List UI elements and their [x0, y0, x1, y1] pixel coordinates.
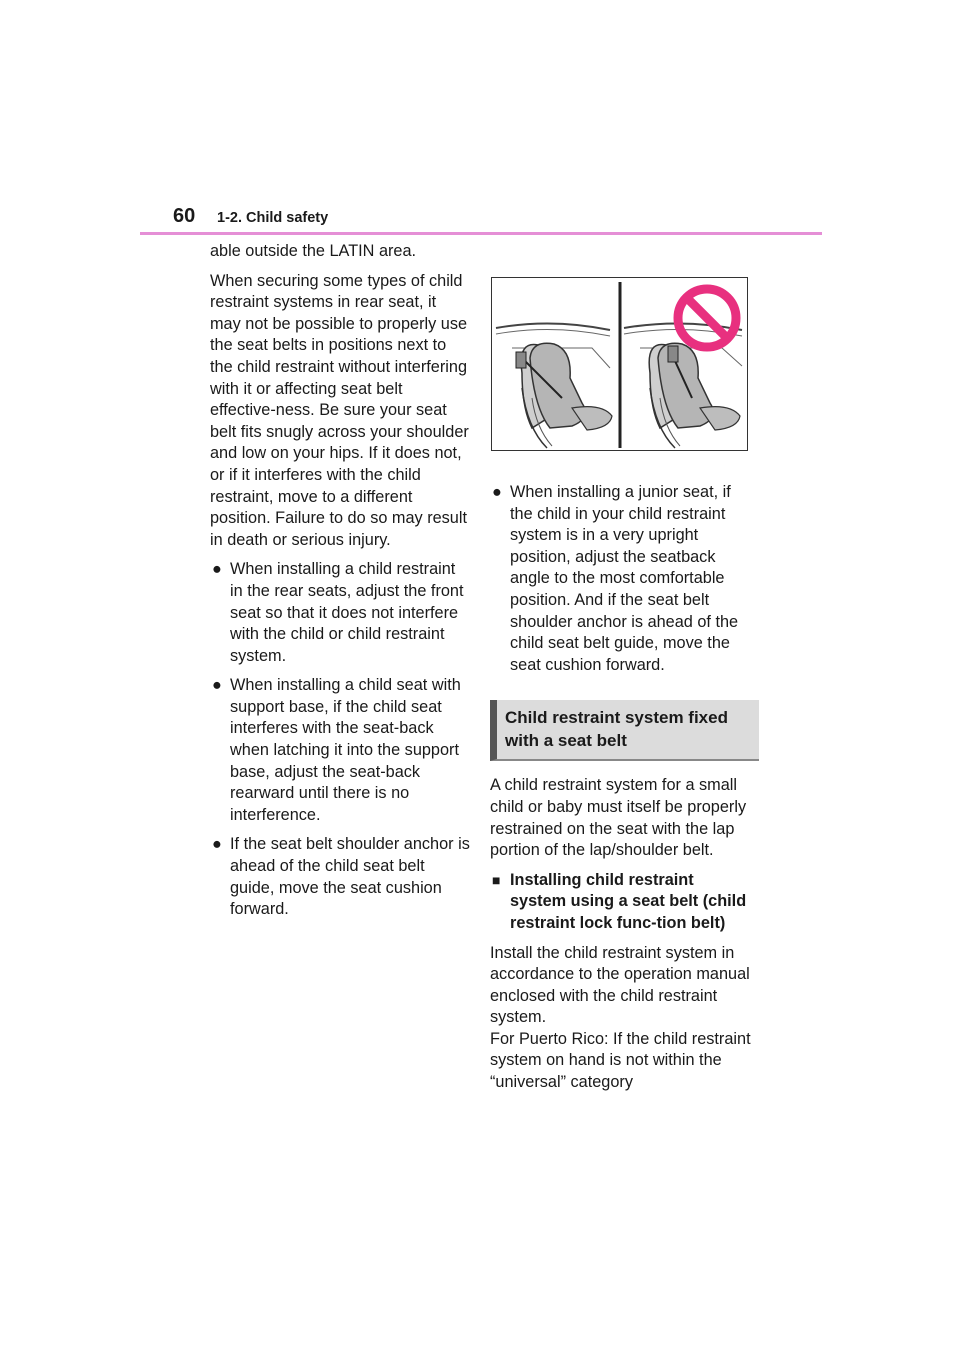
prohibition-icon — [678, 289, 736, 347]
paragraph: When securing some types of child restraint systems in rear seat, it may not be possible to properly use the seat belts in positions next to the child restraint without interfering with it or affecting seat belt effective-ness. Be sure your seat belt fits snugly across your shoulder and low on your hips. If it does not, or if it interferes with the child restraint, move to a different position. Failure to do so may result in death or serious injury. — [210, 271, 469, 549]
left-column — [210, 241, 470, 929]
paragraph: For Puerto Rico: If the child restraint system on hand is not within the “universal” category — [490, 1029, 751, 1092]
bullet-text: If the seat belt shoulder anchor is ahead of the child seat belt guide, move the seat cushion forward. — [230, 835, 470, 919]
header-rule — [140, 232, 822, 235]
child-seat-drawing — [492, 278, 747, 450]
bullet-item — [210, 675, 470, 826]
bullet-item — [210, 834, 470, 920]
right-column — [490, 482, 752, 1102]
bullet-text: When installing a child seat with support base, if the child seat interferes with the seat-back when latching it into the support base, adjust the seat-back rearward until there is no interference. — [230, 676, 461, 824]
bullet-text: When installing a junior seat, if the child in your child restraint system is in a very upright position, adjust the seatback angle to the most comfortable position. And if the seat belt shoulder anchor is ahead of the child seat belt guide, move the seat cushion forward. — [510, 483, 739, 674]
bullet-icon: ● — [212, 560, 222, 579]
bullet-icon: ● — [212, 676, 222, 695]
paragraph: A child restraint system for a small child or baby must itself be properly restrained on the seat with the lap portion of the lap/shoulder belt. — [490, 776, 747, 860]
child-seat-illustration — [491, 277, 748, 451]
subheading — [490, 870, 752, 935]
bullet-item — [490, 482, 752, 676]
section-title: 1-2. Child safety — [217, 210, 329, 226]
square-bullet-icon: ■ — [492, 871, 501, 888]
bullet-item — [210, 559, 470, 667]
bullet-icon: ● — [212, 835, 222, 854]
section-heading: Child restraint system fixed with a seat belt — [490, 700, 759, 761]
bullet-text: When installing a child restraint in the rear seats, adjust the front seat so that it does not interfere with the child or child restraint system. — [230, 560, 464, 665]
paragraph: able outside the LATIN area. — [210, 242, 417, 260]
paragraph: Install the child restraint system in accordance to the operation manual enclosed with the child restraint system. — [490, 943, 750, 1027]
bullet-icon: ● — [492, 483, 502, 501]
page-number: 60 — [173, 205, 196, 227]
subheading-text: Installing child restraint system using a seat belt (child restraint lock func-tion belt) — [510, 870, 747, 932]
